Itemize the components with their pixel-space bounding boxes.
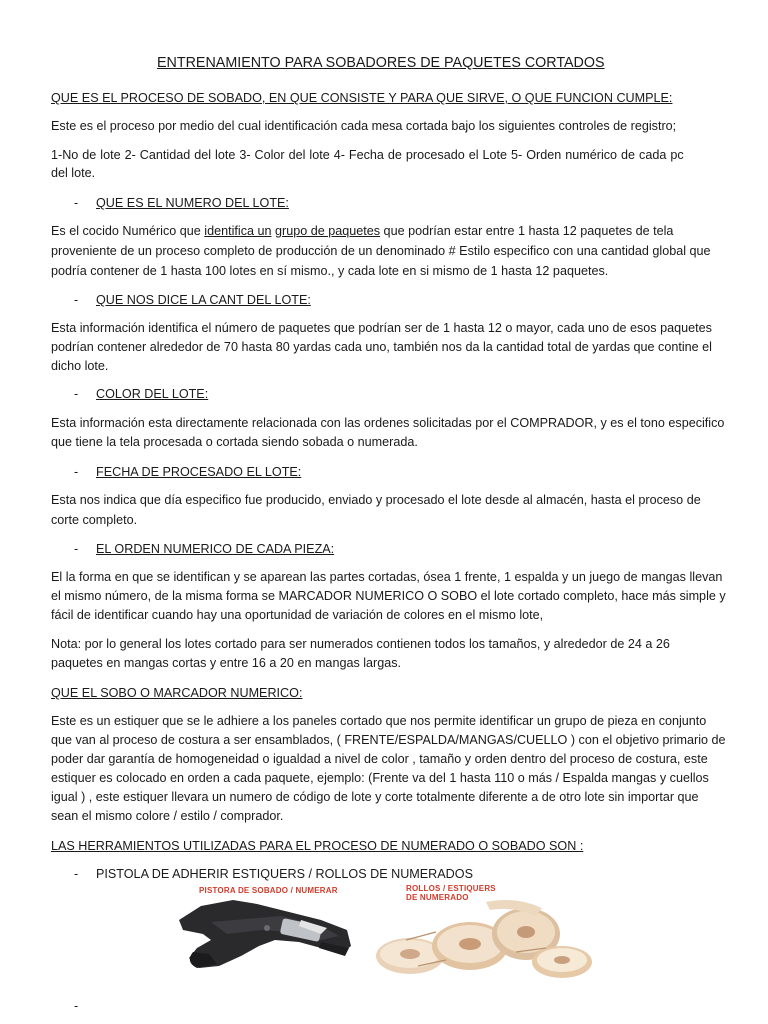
paragraph-numero-line-3: podría contener de 1 hasta 100 lotes en sí mismo., y cada lote en si mismo de 1 hasta 12 paquetes. — [51, 264, 609, 278]
controls-list-line-2: del lote. — [51, 166, 96, 180]
label-rolls-image — [366, 882, 599, 982]
heading-color-lote: COLOR DEL LOTE: — [96, 387, 209, 401]
bullet-marker: - — [74, 465, 79, 479]
heading-herramientas: LAS HERRAMIENTOS UTILIZADAS PARA EL PROCESO DE NUMERADO O SOBADO SON : — [51, 839, 584, 853]
gun-caption: PISTORA DE SOBADO / NUMERAR — [199, 886, 338, 895]
bullet-marker: - — [74, 293, 79, 307]
heading-sobo-marcador: QUE EL SOBO O MARCADOR NUMERICO: — [51, 686, 303, 700]
labeling-gun-icon — [171, 882, 357, 978]
bullet-marker: - — [74, 196, 79, 210]
underlined-text: grupo de paquetes — [275, 224, 381, 238]
paragraph-sobo-line-5: igual ) , este estiquer llevara un numero de código de lote y corte totalmente diferente a de otro lote sin importar que — [51, 790, 699, 804]
paragraph-fecha-line-1: Esta nos indica que día especifico fue producido, enviado y procesado el lote desde al almacén, hasta el proceso de — [51, 493, 701, 507]
paragraph-orden-line-3: fácil de identificar cuando hay una oportunidad de variación de colores en el mismo lote, — [51, 608, 544, 622]
heading-orden-numerico: EL ORDEN NUMERICO DE CADA PIEZA: — [96, 542, 335, 556]
bullet-marker: - — [74, 387, 79, 401]
paragraph-orden-line-2: el mismo número, de la misma forma se MARCADOR NUMERICO O SOBO el lote cortado completo, hace más simple y — [51, 589, 726, 603]
heading-cant-lote: QUE NOS DICE LA CANT DEL LOTE: — [96, 293, 311, 307]
intro-paragraph: Este es el proceso por medio del cual identificación cada mesa cortada bajo los siguientes controles de registro; — [51, 119, 677, 133]
labeling-gun-image — [171, 882, 357, 978]
paragraph-sobo-line-6: sean el mismo colore / estilo / comprador. — [51, 809, 284, 823]
rolls-caption-line-1: ROLLOS / ESTIQUERS — [406, 884, 496, 893]
paragraph-sobo-line-2: que van al proceso de costura a ser ensamblados, ( FRENTE/ESPALDA/MANGAS/CUELLO ) con el objetivo primario de — [51, 733, 726, 747]
paragraph-sobo-line-4: estiquer es colocado en orden a cada paquete, ejemplo: (Frente va del 1 hasta 110 o más / Espalda mangas y cuellos — [51, 771, 709, 785]
text-run: Es el cocido Numérico que — [51, 224, 205, 238]
paragraph-color-line-1: Esta información esta directamente relacionada con las ordenes solicitadas por el COMPRADOR, y es el tono especifico — [51, 416, 725, 430]
rolls-caption-line-2: DE NUMERADO — [406, 893, 469, 902]
paragraph-numero-line-2: proveniente de un proceso completo de producción de un denominado # Estilo especifico con una cantidad global que — [51, 244, 711, 258]
paragraph-sobo-line-3: poder dar garantía de homogeneidad o igualdad a nivel de color , tamaño y orden dentro del proceso de costura, este — [51, 752, 708, 766]
bullet-marker: - — [74, 867, 79, 881]
paragraph-color-line-2: que tiene la tela procesada o cortada siendo sobada o numerada. — [51, 435, 418, 449]
paragraph-fecha-line-2: corte completo. — [51, 513, 138, 527]
nota-line-2: paquetes en mangas cortas y entre 16 a 20 en mangas largas. — [51, 656, 402, 670]
underlined-text: identifica un — [204, 224, 272, 238]
text-run: que podrían estar entre 1 hasta 12 paquetes de tela — [380, 224, 674, 238]
paragraph-cant-line-3: dicho lote. — [51, 359, 109, 373]
bullet-marker: - — [74, 542, 79, 556]
herramientas-item: PISTOLA DE ADHERIR ESTIQUERS / ROLLOS DE NUMERADOS — [96, 867, 473, 881]
paragraph-cant-line-1: Esta información identifica el número de paquetes que podrían ser de 1 hasta 12 o mayor, cada uno de esos paquetes — [51, 321, 712, 335]
paragraph-cant-line-2: podrían contener alrededor de 70 hasta 80 yardas cada uno, también nos da la cantidad total de yardas que contine el — [51, 340, 712, 354]
heading-fecha-lote: FECHA DE PROCESADO EL LOTE: — [96, 465, 302, 479]
document-title: ENTRENAMIENTO PARA SOBADORES DE PAQUETES CORTADOS — [157, 55, 605, 71]
label-rolls-icon — [366, 882, 599, 982]
bullet-marker: - — [74, 999, 79, 1013]
controls-list-line-1: 1-No de lote 2- Cantidad del lote 3- Color del lote 4- Fecha de procesado el Lote 5- Orden numérico de cada pc — [51, 148, 684, 162]
paragraph-orden-line-1: El la forma en que se identifican y se aparean las partes cortadas, ósea 1 frente, 1 espalda y un juego de mangas llevan — [51, 570, 723, 584]
heading-numero-lote: QUE ES EL NUMERO DEL LOTE: — [96, 196, 289, 210]
heading-proceso-sobado: QUE ES EL PROCESO DE SOBADO, EN QUE CONSISTE Y PARA QUE SIRVE, O QUE FUNCION CUMPLE: — [51, 91, 673, 105]
nota-line-1: Nota: por lo general los lotes cortado para ser numerados contienen todos los tamaños, y alrededor de 24 a 26 — [51, 637, 670, 651]
paragraph-sobo-line-1: Este es un estiquer que se le adhiere a los paneles cortado que nos permite identificar un grupo de pieza en conjunto — [51, 714, 707, 728]
paragraph-numero-line-1 — [51, 221, 673, 241]
